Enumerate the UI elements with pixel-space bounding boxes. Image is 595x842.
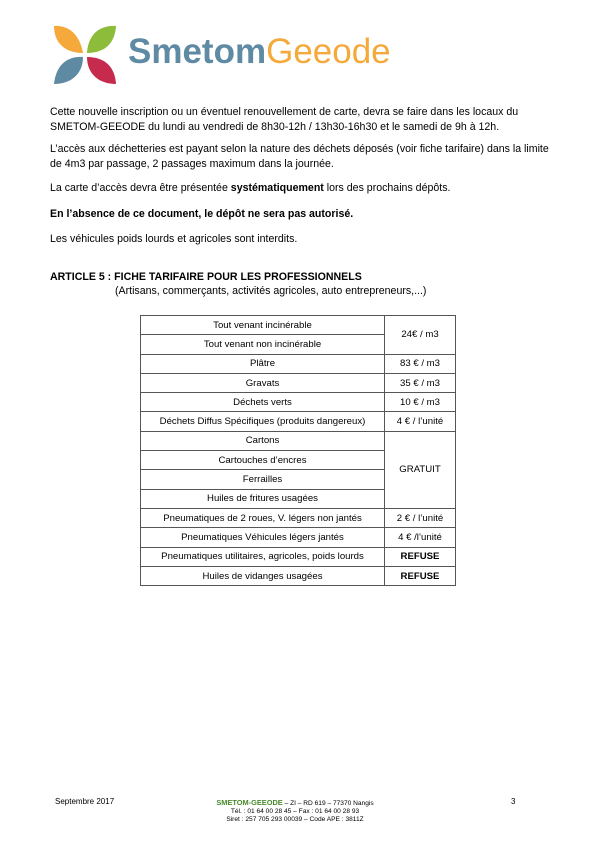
price-cell: 83 € / m3 [385,354,456,373]
article-title: ARTICLE 5 : FICHE TARIFAIRE POUR LES PROFESSIONNELS [50,271,362,283]
waste-type-cell: Pneumatiques Véhicules légers jantés [141,528,385,547]
paragraph-carte: La carte d’accès devra être présentée systématiquement lors des prochains dépôts. [50,182,451,194]
price-cell: 24€ / m3 [385,316,456,355]
table-row [141,354,456,373]
waste-type-cell: Cartons [141,431,385,450]
table-row [141,566,456,585]
table-row [141,412,456,431]
table-row [141,508,456,527]
leaf-logo-icon [50,22,120,88]
table-row [141,393,456,412]
paragraph-absence: En l’absence de ce document, le dépôt ne sera pas autorisé. [50,208,354,220]
waste-type-cell: Huiles de fritures usagées [141,489,385,508]
table-row [141,547,456,566]
waste-type-cell: Tout venant non incinérable [141,335,385,354]
price-cell: GRATUIT [385,431,456,508]
logo-wordmark: SmetomGeeode [128,32,391,71]
footer-contact: SMETOM-GEEODE – ZI – RD 619 – 77370 Nangis Tél. : 01 64 00 28 45 – Fax : 01 64 00 28 93 Siret : 257 705 293 00039 – Code APE : 3811Z [216,798,374,824]
waste-type-cell: Plâtre [141,354,385,373]
price-cell: 10 € / m3 [385,393,456,412]
waste-type-cell: Pneumatiques utilitaires, agricoles, poids lourds [141,547,385,566]
price-cell: 35 € / m3 [385,373,456,392]
price-cell: REFUSE [385,566,456,585]
paragraph-acces: L’accès aux déchetteries est payant selon la nature des déchets déposés (voir fiche tarifaire) dans la limite de 4m3 par passage, 2 passages maximum dans la journée. [50,143,549,170]
price-cell: 4 € / l’unité [385,412,456,431]
price-cell: REFUSE [385,547,456,566]
paragraph-inscription: Cette nouvelle inscription ou un éventuel renouvellement de carte, devra se faire dans les locaux du SMETOM-GEEODE du lundi au vendredi de 8h30-12h / 13h30-16h30 et le samedi de 9h à 12h. [50,106,519,133]
table-row [141,373,456,392]
waste-type-cell: Pneumatiques de 2 roues, V. légers non jantés [141,508,385,527]
waste-type-cell: Cartouches d’encres [141,451,385,470]
paragraph-vehicules: Les véhicules poids lourds et agricoles sont interdits. [50,233,298,245]
waste-type-cell: Huiles de vidanges usagées [141,566,385,585]
waste-type-cell: Tout venant incinérable [141,316,385,335]
footer-date: Septembre 2017 [55,797,115,806]
article-subtitle: (Artisans, commerçants, activités agricoles, auto entrepreneurs,...) [115,285,427,297]
price-cell: 2 € / l’unité [385,508,456,527]
tarif-table [140,315,456,586]
waste-type-cell: Déchets verts [141,393,385,412]
page-number: 3 [511,797,516,806]
table-row [141,316,456,335]
table-row [141,431,456,450]
waste-type-cell: Déchets Diffus Spécifiques (produits dangereux) [141,412,385,431]
table-row [141,528,456,547]
price-cell: 4 € /l’unité [385,528,456,547]
waste-type-cell: Gravats [141,373,385,392]
waste-type-cell: Ferrailles [141,470,385,489]
